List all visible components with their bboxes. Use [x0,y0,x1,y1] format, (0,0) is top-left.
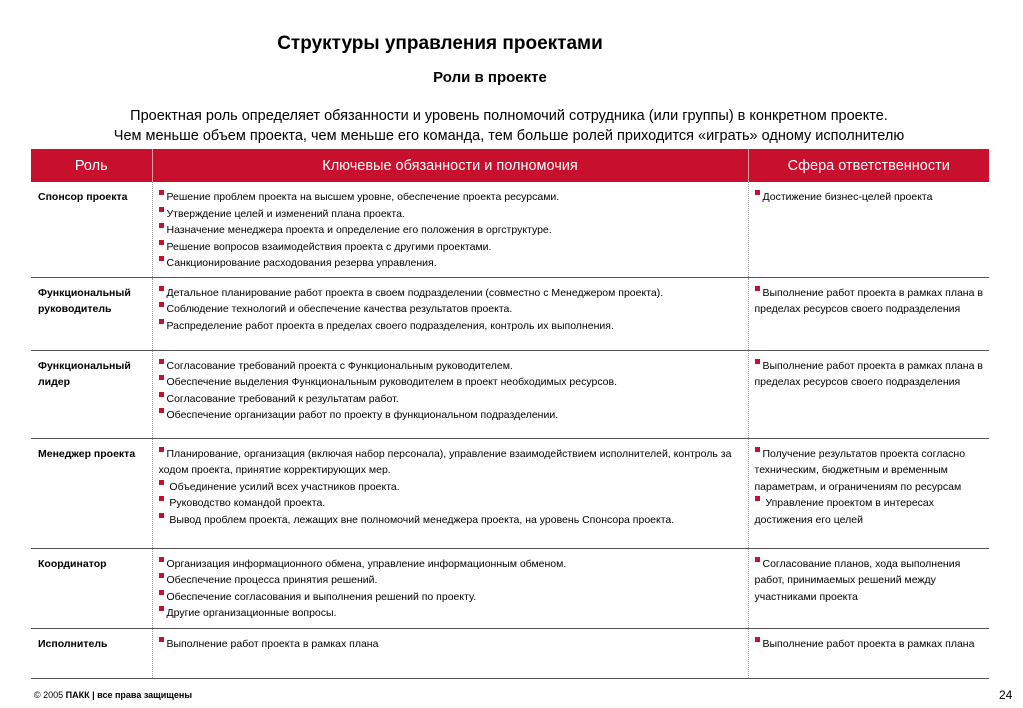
duties-text: Решение проблем проекта на высшем уровне, обеспечение проекта ресурсами. [166,191,560,203]
duties-item [159,479,742,496]
scope-text: Выполнение работ проекта в рамках плана в пределах ресурсов своего подразделения [754,286,983,315]
duties-item [159,391,742,408]
bullet-icon [159,256,164,261]
duties-text: Другие организационные вопросы. [166,607,337,619]
duties-text: Назначение менеджера проекта и определение его положения в оргструктуре. [166,224,552,236]
bullet-icon [159,302,164,307]
bullet-icon [755,359,760,364]
footer-company: ПАКК | все права защищены [65,690,193,700]
duties-item [159,206,742,223]
header-scope: Сфера ответственности [748,149,989,182]
table-row [31,438,989,548]
bullet-icon [755,637,760,642]
scope-item [755,636,984,653]
duties-item [159,189,742,206]
duties-text: Согласование требований к результатам работ. [166,392,399,405]
scope-cell [748,438,989,548]
duties-item [159,358,742,375]
bullet-icon [159,375,164,380]
scope-item [755,358,984,391]
header-duties: Ключевые обязанности и полномочия [152,149,748,182]
bullet-icon [159,573,164,578]
scope-item [755,495,984,528]
scope-item [755,285,984,318]
bullet-icon [159,408,164,413]
table-header-row [31,149,989,182]
bullet-icon [159,359,164,364]
duties-item [159,495,742,512]
footer [34,690,192,700]
table-row [31,548,989,628]
role-cell: Спонсор проекта [31,182,152,277]
intro-line-2: Чем меньше объем проекта, чем меньше его команда, тем больше ролей приходится «играть» одному исполнителю [113,128,905,144]
duties-item [159,512,742,529]
bullet-icon [159,557,164,562]
page-title: Структуры управления проектами [277,33,603,54]
bullet-icon [159,319,164,324]
scope-cell [748,350,989,438]
bullet-icon [159,496,164,501]
duties-text: Руководство командой проекта. [166,497,326,509]
page-number: 24 [999,688,1013,702]
scope-text: Выполнение работ проекта в рамках плана в пределах ресурсов своего подразделения [754,359,983,388]
duties-text: Обеспечение выделения Функциональным руководителем в проект необходимых ресурсов. [166,376,618,388]
duties-item [159,285,742,302]
duties-item [159,572,742,589]
table-row [31,350,989,438]
duties-text: Детальное планирование работ проекта в своем подразделении (совместно с Менеджером проекта). [166,286,664,299]
duties-item [159,374,742,391]
duties-item [159,255,742,272]
scope-item [755,189,984,206]
role-cell: Функциональный руководитель [31,277,152,350]
duties-text: Планирование, организация (включая набор персонала), управление взаимодействием исполнителей, контроль за ходом проекта, принятие корректирующих мер. [158,447,732,476]
bullet-icon [159,392,164,397]
duties-cell [152,182,748,277]
bullet-icon [159,286,164,291]
duties-text: Выполнение работ проекта в рамках плана [166,637,379,650]
duties-cell [152,548,748,628]
roles-table [31,149,989,679]
duties-text: Объединение усилий всех участников проекта. [166,480,400,493]
duties-cell [152,628,748,678]
duties-item [159,556,742,573]
duties-text: Распределение работ проекта в пределах своего подразделения, контроль их выполнения. [166,319,614,332]
duties-cell [152,277,748,350]
bullet-icon [159,637,164,642]
scope-cell [748,182,989,277]
role-cell: Исполнитель [31,628,152,678]
duties-item [159,222,742,239]
scope-cell [748,628,989,678]
bullet-icon [159,240,164,245]
scope-text: Управление проектом в интересах достижения его целей [754,497,934,526]
bullet-icon [159,207,164,212]
duties-text: Согласование требований проекта с Функциональным руководителем. [166,359,513,372]
bullet-icon [755,190,760,195]
duties-text: Утверждение целей и изменений плана проекта. [166,207,405,220]
duties-item [159,407,742,424]
bullet-icon [755,447,760,452]
scope-cell [748,548,989,628]
duties-text: Соблюдение технологий и обеспечение качества результатов проекта. [166,303,513,315]
duties-text: Организация информационного обмена, управление информационным обменом. [166,557,567,570]
table-row [31,182,989,277]
intro-text [30,106,988,146]
duties-text: Решение вопросов взаимодействия проекта с другими проектами. [166,240,492,253]
scope-text: Достижение бизнес-целей проекта [762,191,933,203]
duties-item [159,589,742,606]
table-row [31,628,989,678]
bullet-icon [159,513,164,518]
duties-item [159,446,742,479]
bullet-icon [755,286,760,291]
duties-text: Обеспечение организации работ по проекту в функциональном подразделении. [166,409,559,421]
duties-item [159,636,742,653]
scope-text: Получение результатов проекта согласно техническим, бюджетным и временным параметрам, и ограничениям по ресурсам [754,447,966,493]
scope-text: Выполнение работ проекта в рамках плана [762,637,975,650]
scope-text: Согласование планов, хода выполнения работ, принимаемых решений между участниками проекта [754,557,961,603]
bullet-icon [159,190,164,195]
scope-item [755,556,984,606]
duties-text: Санкционирование расходования резерва управления. [166,257,437,269]
role-cell: Координатор [31,548,152,628]
intro-line-1: Проектная роль определяет обязанности и уровень полномочий сотрудника (или группы) в конкретном проекте. [130,108,888,124]
duties-text: Вывод проблем проекта, лежащих вне полномочий менеджера проекта, на уровень Спонсора проекта. [166,513,675,526]
table-row [31,277,989,350]
bullet-icon [159,223,164,228]
scope-item [755,446,984,496]
header-role: Роль [31,149,152,182]
bullet-icon [159,606,164,611]
footer-copyright: © 2005 [34,690,64,700]
duties-cell [152,438,748,548]
bullet-icon [159,480,164,485]
role-cell: Функциональный лидер [31,350,152,438]
duties-cell [152,350,748,438]
duties-item [159,239,742,256]
scope-cell [748,277,989,350]
duties-item [159,605,742,622]
duties-text: Обеспечение согласования и выполнения решений по проекту. [166,590,477,603]
bullet-icon [159,447,164,452]
duties-item [159,301,742,318]
duties-item [159,318,742,335]
duties-text: Обеспечение процесса принятия решений. [166,574,378,586]
bullet-icon [755,557,760,562]
bullet-icon [159,590,164,595]
bullet-icon [755,496,760,501]
role-cell: Менеджер проекта [31,438,152,548]
page-subtitle: Роли в проекте [433,69,547,86]
